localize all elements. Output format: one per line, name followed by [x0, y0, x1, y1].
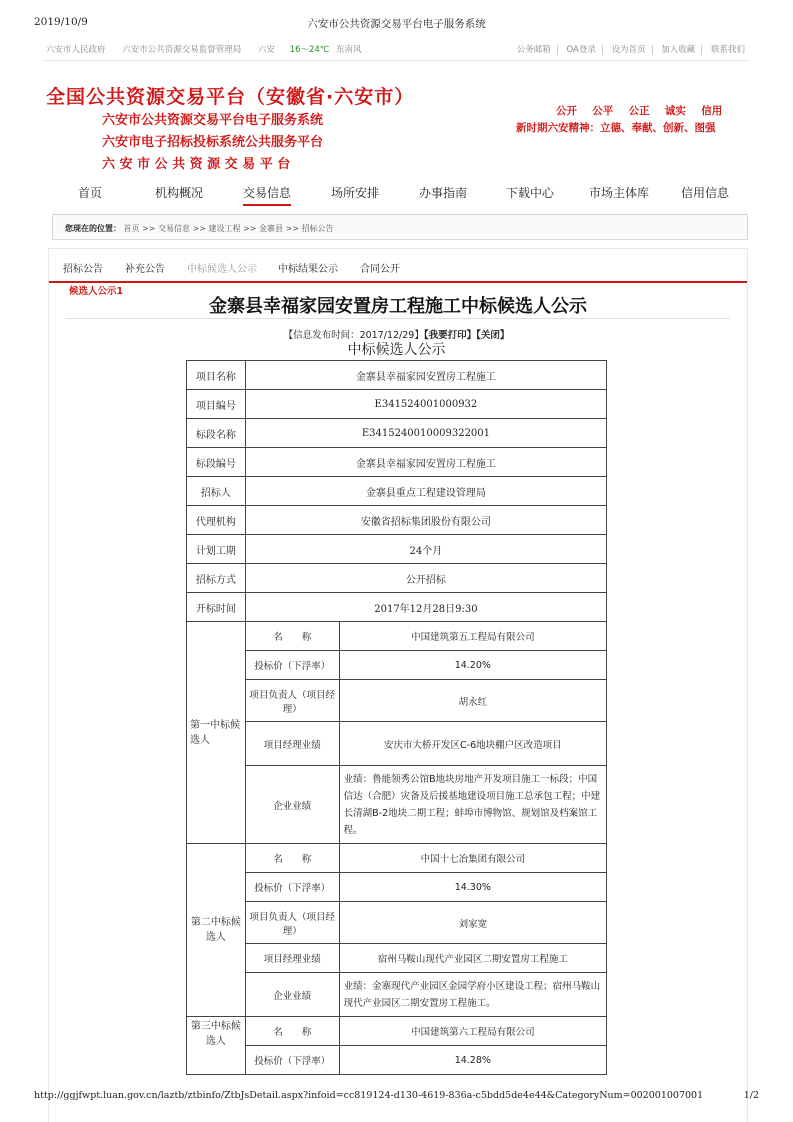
- candidate-row: [187, 680, 607, 722]
- section-code: 金寨县幸福家园安置房工程施工: [245, 448, 606, 477]
- candidate-row: [187, 622, 607, 651]
- candidate-row: [187, 973, 607, 1017]
- table-row: [187, 419, 607, 448]
- row-label: 项目编号: [187, 390, 246, 419]
- candidate-row: [187, 873, 607, 902]
- publish-date: 2017/12/29: [359, 330, 415, 341]
- candidate-manager: 刘家宽: [339, 902, 606, 944]
- candidate-bid-price: 14.28%: [339, 1046, 606, 1075]
- print-header: [34, 16, 759, 30]
- nav-guide[interactable]: 办事指南: [419, 186, 468, 200]
- candidate-row: [187, 651, 607, 680]
- row-label: 计划工期: [187, 535, 246, 564]
- publish-time-prefix: 【信息发布时间：: [283, 330, 360, 341]
- candidate-name: 中国建筑第五工程局有限公司: [339, 622, 606, 651]
- candidate-row: [187, 1046, 607, 1075]
- candidate-company-performance: 业绩：金寨现代产业园区金园学府小区建设工程；宿州马鞍山现代产业园区二期安置房工程施工。: [339, 973, 606, 1017]
- field-label: 项目负责人（项目经理）: [245, 902, 339, 944]
- tender-method: 公开招标: [245, 564, 606, 593]
- banner-line-1: 六安市公共资源交易平台电子服务系统: [102, 113, 324, 128]
- tab-result-notice[interactable]: 中标结果公示: [278, 264, 338, 275]
- field-label: 企业业绩: [245, 766, 339, 844]
- weather-temperature: 16～24℃: [289, 45, 330, 55]
- field-label: 名 称: [245, 622, 339, 651]
- field-label: 企业业绩: [245, 973, 339, 1017]
- title-divider: [66, 318, 730, 319]
- publish-time-suffix: 】: [414, 330, 424, 341]
- field-label: 投标价（下浮率）: [245, 1046, 339, 1075]
- field-label: 投标价（下浮率）: [245, 873, 339, 902]
- close-link[interactable]: 【关闭】: [476, 330, 510, 341]
- candidate-row: [187, 844, 607, 873]
- weather-city: 六安: [257, 45, 275, 55]
- field-label: 投标价（下浮率）: [245, 651, 339, 680]
- link-add-favorite[interactable]: 加入收藏: [655, 45, 702, 55]
- candidate-bid-price: 14.30%: [339, 873, 606, 902]
- section-name: E3415240010009322001: [245, 419, 606, 448]
- field-label: 项目经理业绩: [245, 944, 339, 973]
- row-label: 代理机构: [187, 506, 246, 535]
- candidate-row: [187, 722, 607, 766]
- breadcrumb: [52, 214, 748, 240]
- candidate-company-performance: 业绩：鲁能领秀公馆B地块房地产开发项目施工一标段；中国信达（合肥）灾备及后援基地建设项目施工总承包工程；中建长清湖B-2地块二期工程；蚌埠市博物馆、规划馆及档案馆工程。: [339, 766, 606, 844]
- page-number: 1/2: [743, 1090, 759, 1101]
- link-contact-us[interactable]: 联系我们: [710, 45, 745, 55]
- candidate-row: [187, 902, 607, 944]
- notice-tabs: [49, 249, 747, 283]
- row-label: 开标时间: [187, 593, 246, 622]
- banner-line-3: 六 安 市 公 共 资 源 交 易 平 台: [102, 157, 291, 172]
- nav-market-entities[interactable]: 市场主体库: [589, 186, 650, 200]
- row-label: 招标方式: [187, 564, 246, 593]
- tab-contract-public[interactable]: 合同公开: [360, 264, 400, 275]
- nav-downloads[interactable]: 下载中心: [506, 186, 555, 200]
- breadcrumb-label: 您现在的位置：: [65, 224, 121, 233]
- table-row: [187, 535, 607, 564]
- field-label: 名 称: [245, 1017, 339, 1046]
- slogan-line-2: 新时期六安精神：立德、奉献、创新、图强: [516, 122, 716, 134]
- candidate-table: [186, 360, 607, 1075]
- print-link[interactable]: 【我要打印】: [423, 330, 477, 341]
- planned-duration: 24个月: [245, 535, 606, 564]
- main-nav: [46, 180, 747, 206]
- nav-home[interactable]: 首页: [78, 186, 103, 200]
- tab-tender-notice[interactable]: 招标公告: [63, 264, 103, 275]
- candidate-group-label: 第一中标候选人: [187, 622, 246, 844]
- candidate-name: 中国建筑第六工程局有限公司: [339, 1017, 606, 1046]
- link-set-homepage[interactable]: 设为首页: [606, 45, 653, 55]
- row-label: 标段编号: [187, 448, 246, 477]
- candidate-name: 中国十七冶集团有限公司: [339, 844, 606, 873]
- nav-venue[interactable]: 场所安排: [331, 186, 380, 200]
- row-label: 标段名称: [187, 419, 246, 448]
- page-url: http://ggjfwpt.luan.gov.cn/laztb/ztbinfo/ZtbJsDetail.aspx?infoid=cc819124-d130-4619-836a-c5bdd5de4e44&CategoryNum=002001007001: [34, 1090, 704, 1101]
- banner-slogan: [516, 103, 746, 137]
- banner-line-2: 六安市电子招标投标系统公共服务平台: [102, 135, 324, 150]
- nav-about[interactable]: 机构概况: [155, 186, 204, 200]
- table-row: [187, 390, 607, 419]
- tenderer: 金寨县重点工程建设管理局: [245, 477, 606, 506]
- print-date: 2019/10/9: [34, 16, 88, 28]
- weather-wind: 东南风: [336, 45, 362, 55]
- candidate-row: [187, 766, 607, 844]
- document-title: 金寨县幸福家园安置房工程施工中标候选人公示: [209, 296, 587, 317]
- candidate-manager-performance: 宿州马鞍山现代产业园区二期安置房工程施工: [339, 944, 606, 973]
- link-oa-login[interactable]: OA登录: [560, 45, 602, 55]
- table-row: [187, 448, 607, 477]
- table-row: [187, 477, 607, 506]
- table-row: [187, 593, 607, 622]
- candidate-manager: 胡永红: [339, 680, 606, 722]
- tab-candidate-notice[interactable]: 中标候选人公示: [187, 264, 257, 275]
- candidate-row: [187, 944, 607, 973]
- topbar-divider: [44, 60, 749, 61]
- row-label: 项目名称: [187, 361, 246, 390]
- project-name: 金寨县幸福家园安置房工程施工: [245, 361, 606, 390]
- slogan-line-1: 公开 公平 公正 诚实 信用: [556, 105, 723, 117]
- table-row: [187, 361, 607, 390]
- link-luan-government[interactable]: 六安市人民政府: [46, 45, 106, 55]
- candidate-bid-price: 14.20%: [339, 651, 606, 680]
- banner-main-title: 全国公共资源交易平台（安徽省·六安市）: [46, 86, 415, 108]
- site-banner: [46, 82, 426, 175]
- print-footer: [34, 1090, 759, 1101]
- candidate-manager-performance: 安庆市大桥开发区C-6地块棚户区改造项目: [339, 722, 606, 766]
- field-label: 名 称: [245, 844, 339, 873]
- candidate-group-label: 第三中标候选人: [187, 1017, 246, 1075]
- field-label: 项目负责人（项目经理）: [245, 680, 339, 722]
- candidate-row: [187, 1017, 607, 1046]
- bid-opening-time: 2017年12月28日9:30: [245, 593, 606, 622]
- link-supervision-bureau[interactable]: 六安市公共资源交易监督管理局: [122, 45, 242, 55]
- candidate-group-label: 第二中标候选人: [187, 844, 246, 1017]
- section-label: 候选人公示1: [69, 286, 124, 297]
- tab-supplement-notice[interactable]: 补充公告: [125, 264, 165, 275]
- table-row: [187, 506, 607, 535]
- row-label: 招标人: [187, 477, 246, 506]
- project-code: E341524001000932: [245, 390, 606, 419]
- print-page-title: 六安市公共资源交易平台电子服务系统: [307, 18, 486, 30]
- document-subtitle: 中标候选人公示: [347, 342, 446, 358]
- agency: 安徽省招标集团股份有限公司: [245, 506, 606, 535]
- nav-trade-info[interactable]: 交易信息: [243, 184, 291, 206]
- breadcrumb-path[interactable]: 首页 >> 交易信息 >> 建设工程 >> 金寨县 >> 招标公告: [123, 224, 334, 233]
- link-official-mail[interactable]: 公务邮箱: [511, 45, 558, 55]
- field-label: 项目经理业绩: [245, 722, 339, 766]
- top-utility-bar: [46, 43, 745, 59]
- table-row: [187, 564, 607, 593]
- nav-credit-info[interactable]: 信用信息: [681, 186, 730, 200]
